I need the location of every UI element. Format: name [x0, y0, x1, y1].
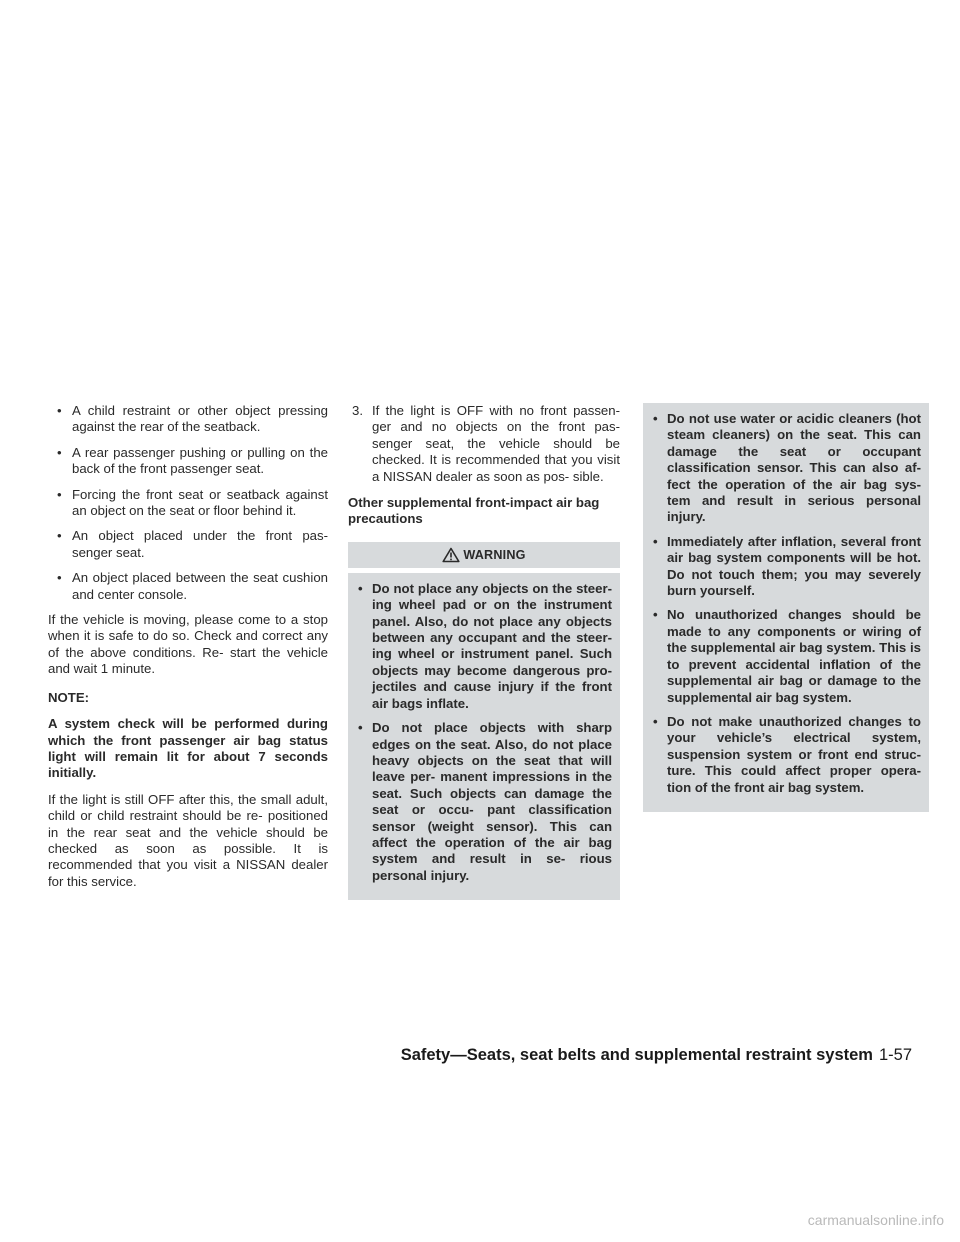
list-item: • Immediately after inflation, several front air bag system components will be hot. Do not touch them; you may severely burn yourself.	[651, 534, 921, 600]
note-text: A system check will be performed during which the front passenger air bag status light will remain lit for about 7 seconds initially.	[48, 716, 328, 781]
column-middle	[348, 403, 620, 900]
page-footer	[401, 1046, 912, 1065]
page-number: 1-57	[878, 1046, 912, 1064]
note-label: NOTE:	[48, 689, 90, 705]
warning-list	[356, 581, 612, 884]
step-number: 3.	[352, 403, 363, 418]
condition-list	[48, 403, 328, 603]
section-heading: Other supplemental front-impact air bag precautions	[348, 495, 600, 527]
column-left	[48, 403, 328, 900]
list-item: • Do not make unauthorized changes to your vehicle’s electrical system, suspension system or front end struc- ture. This could affect proper opera- tion of the front air bag system.	[651, 714, 921, 796]
list-item: • An object placed under the front pas- senger seat.	[48, 528, 328, 561]
paragraph-reposition: If the light is still OFF after this, the small adult, child or child restraint should be re- positioned in the rear seat and the vehicle should be checked as soon as possible. It is recommended that you visit a NISSAN dealer for this service.	[48, 791, 328, 889]
warning-list	[651, 411, 921, 796]
warning-label: WARNING	[463, 547, 526, 562]
numbered-step	[348, 403, 620, 485]
list-item: • Do not place objects with sharp edges on the seat. Also, do not place heavy objects on the seat that will leave per- manent impressions in the seat. Such objects can damage the seat or occu- pant classification sensor (weight sensor). This can affect the operation of the air bag system and result in se- rious personal injury.	[356, 720, 612, 884]
warning-box-continued	[643, 403, 929, 812]
divider	[348, 568, 620, 573]
list-item: • No unauthorized changes should be made to any components or wiring of the supplemental air bag system. This is to prevent accidental inflation of the supplemental air bag or damage to the supplemental air bag system.	[651, 607, 921, 705]
step-text: If the light is OFF with no front passen- ger and no objects on the front pas- senger seat, the vehicle should be checked. It is recommended that you visit a NISSAN dealer as soon as pos- sible.	[372, 403, 620, 484]
list-item: • Do not use water or acidic cleaners (hot steam cleaners) on the seat. This can damage the seat or occupant classification sensor. This can also af- fect the operation of the air bag sys- tem and result in serious personal injury.	[651, 411, 921, 526]
section-title: Safety—Seats, seat belts and supplemental restraint system	[400, 1046, 873, 1064]
list-item: • An object placed between the seat cushion and center console.	[48, 570, 328, 603]
list-item: • A child restraint or other object pressing against the rear of the seatback.	[48, 403, 328, 436]
list-item: • Do not place any objects on the steer- ing wheel pad or on the instrument panel. Also, do not place any objects between any occupant and the steer- ing wheel or instrument panel. Such objects may become dangerous pro- jectiles and cause injury if the front air bags inflate.	[356, 581, 612, 712]
list-item: • Forcing the front seat or seatback against an object on the seat or floor behind it.	[48, 487, 328, 520]
watermark: carmanualsonline.info	[807, 1212, 944, 1228]
warning-triangle-icon	[442, 547, 460, 563]
paragraph-restart: If the vehicle is moving, please come to a stop when it is safe to do so. Check and correct any of the above conditions. Re- start the vehicle and wait 1 minute.	[48, 612, 328, 677]
warning-box	[348, 542, 620, 900]
warning-header	[356, 542, 612, 568]
list-item: • A rear passenger pushing or pulling on the back of the front passenger seat.	[48, 445, 328, 478]
